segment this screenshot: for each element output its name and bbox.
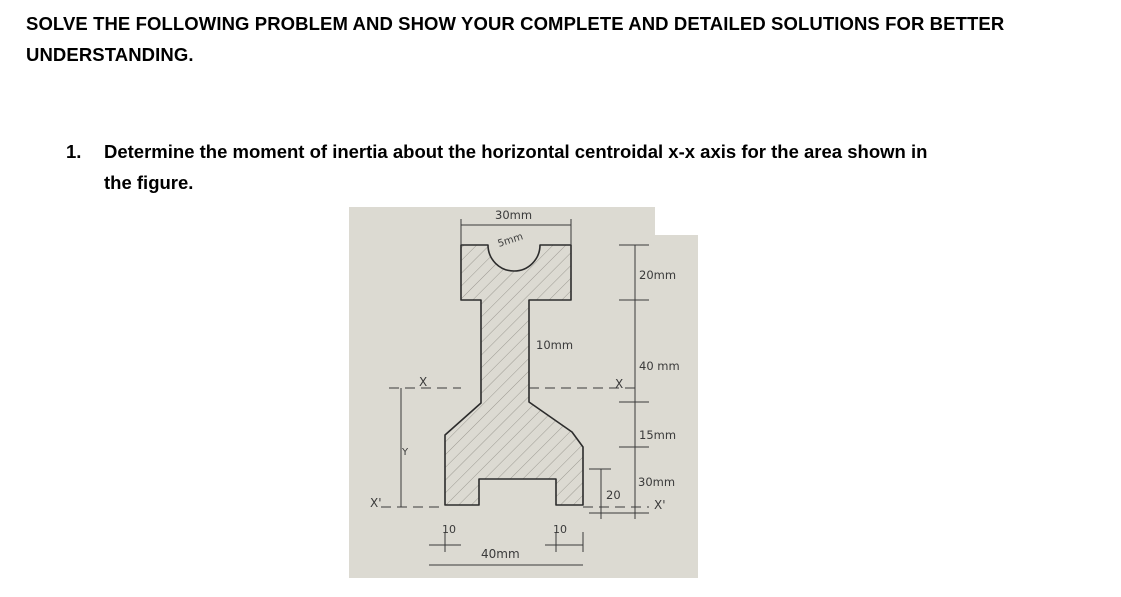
label-top-flange-height: 20mm <box>639 268 677 282</box>
section-shape <box>445 245 583 505</box>
label-inner-height: 20 <box>606 488 621 502</box>
label-web-height: 40 mm <box>639 359 680 373</box>
label-notch-radius: 5mm <box>496 231 525 250</box>
instructions-line-2: UNDERSTANDING. <box>26 44 194 65</box>
label-axis-xprime-right: X' <box>654 498 666 512</box>
label-left-leg: 10 <box>442 523 456 536</box>
label-right-leg: 10 <box>553 523 567 536</box>
label-base-width: 40mm <box>481 547 520 561</box>
problem-statement <box>104 136 1074 198</box>
problem-number: 1. <box>66 141 82 162</box>
instructions-line-1: SOLVE THE FOLLOWING PROBLEM AND SHOW YOUR COMPLETE AND DETAILED SOLUTIONS FOR BETTER <box>26 13 1005 34</box>
label-base-height: 30mm <box>638 475 676 489</box>
label-web-width: 10mm <box>536 338 574 352</box>
problem-line-2: the figure. <box>104 172 194 193</box>
problem-line-1: Determine the moment of inertia about the horizontal centroidal x-x axis for the area shown in <box>104 141 928 162</box>
label-taper-height: 15mm <box>639 428 677 442</box>
instructions-heading <box>26 8 1106 70</box>
label-axis-xprime-left: X' <box>370 496 382 510</box>
label-axis-x-left: X <box>419 375 428 389</box>
section-drawing <box>349 207 698 578</box>
section-figure <box>349 207 698 578</box>
label-axis-y: Y <box>402 447 409 458</box>
photo-corner <box>655 207 698 235</box>
label-axis-x-right: X <box>615 377 624 391</box>
label-top-width: 30mm <box>495 208 533 222</box>
